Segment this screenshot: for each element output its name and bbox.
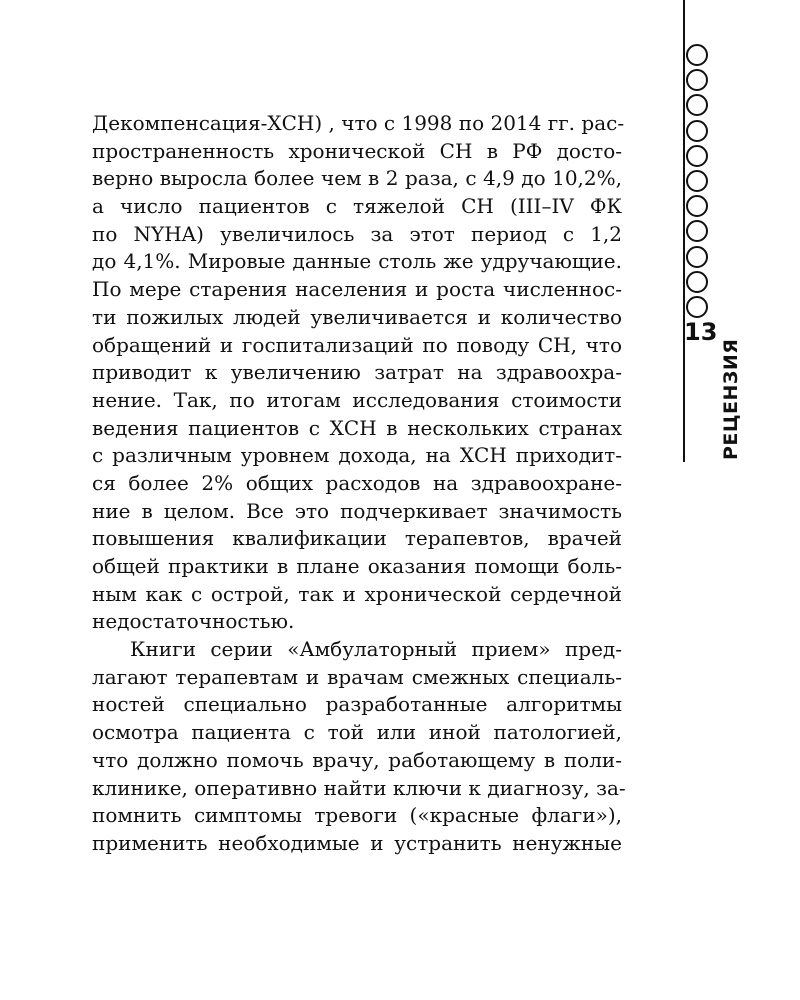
text-line: клинике, оперативно найти ключи к диагнозу, за- (92, 775, 626, 800)
text-line: до 4,1%. Мировые данные столь же удручающие. (92, 249, 622, 274)
text-line: помнить симптомы тревоги («красные флаги»), (92, 803, 622, 828)
text-line: применить необходимые и устранить ненужные (92, 830, 622, 855)
page-number: 13 (684, 318, 718, 346)
ring-decoration (686, 170, 708, 192)
text-line: с различным уровнем дохода, на ХСН приходит- (92, 443, 622, 468)
text-line: ным как с острой, так и хронической сердечной (92, 581, 622, 606)
section-title: РЕЦЕНЗИЯ (720, 338, 742, 460)
text-line: приводит к увеличению затрат на здравоохра- (92, 360, 622, 385)
side-vertical-rule (683, 0, 685, 462)
ring-decoration (686, 296, 708, 318)
text-line: а число пациентов с тяжелой СН (III–IV ФК (92, 194, 622, 219)
ring-decoration (686, 44, 708, 66)
text-line: ностей специально разработанные алгоритмы (92, 692, 622, 717)
ring-decoration (686, 246, 708, 268)
text-line: По мере старения населения и роста численнос- (92, 277, 622, 302)
ring-decoration (686, 220, 708, 242)
ring-decoration (686, 94, 708, 116)
text-line: повышения квалификации терапевтов, врачей (92, 526, 622, 551)
text-line: Декомпенсация-ХСН) , что с 1998 по 2014 гг. рас- (92, 111, 625, 135)
text-line-paragraph-start: Книги серии «Амбулаторный прием» пред- (130, 637, 622, 662)
ring-decoration (686, 145, 708, 167)
ring-decoration (686, 120, 708, 142)
text-line: ти пожилых людей увеличивается и количество (92, 304, 622, 329)
text-line: что должно помочь врачу, работающему в поли- (92, 747, 622, 772)
text-line: осмотра пациента с той или иной патологией, (92, 720, 622, 745)
ring-decoration (686, 271, 708, 293)
body-text (92, 110, 626, 858)
text-line: ведения пациентов с ХСН в нескольких странах (92, 415, 622, 440)
binder-rings (686, 44, 716, 321)
text-line: верно выросла более чем в 2 раза, с 4,9 до 10,2%, (92, 166, 622, 191)
text-line: нение. Так, по итогам исследования стоимости (92, 387, 622, 412)
text-line: по NYHA) увеличилось за этот период с 1,2 (92, 221, 622, 246)
text-line: общей практики в плане оказания помощи боль- (92, 554, 622, 578)
text-line: обращений и госпитализаций по поводу СН, что (92, 332, 622, 357)
text-line: ние в целом. Все это подчеркивает значимость (92, 498, 622, 523)
text-line: ся более 2% общих расходов на здравоохране- (92, 470, 622, 495)
text-line: пространенность хронической СН в РФ досто- (92, 138, 622, 163)
ring-decoration (686, 69, 708, 91)
ring-decoration (686, 195, 708, 217)
text-line: недостаточностью. (92, 609, 295, 634)
text-line: лагают терапевтам и врачам смежных специаль- (92, 664, 622, 689)
